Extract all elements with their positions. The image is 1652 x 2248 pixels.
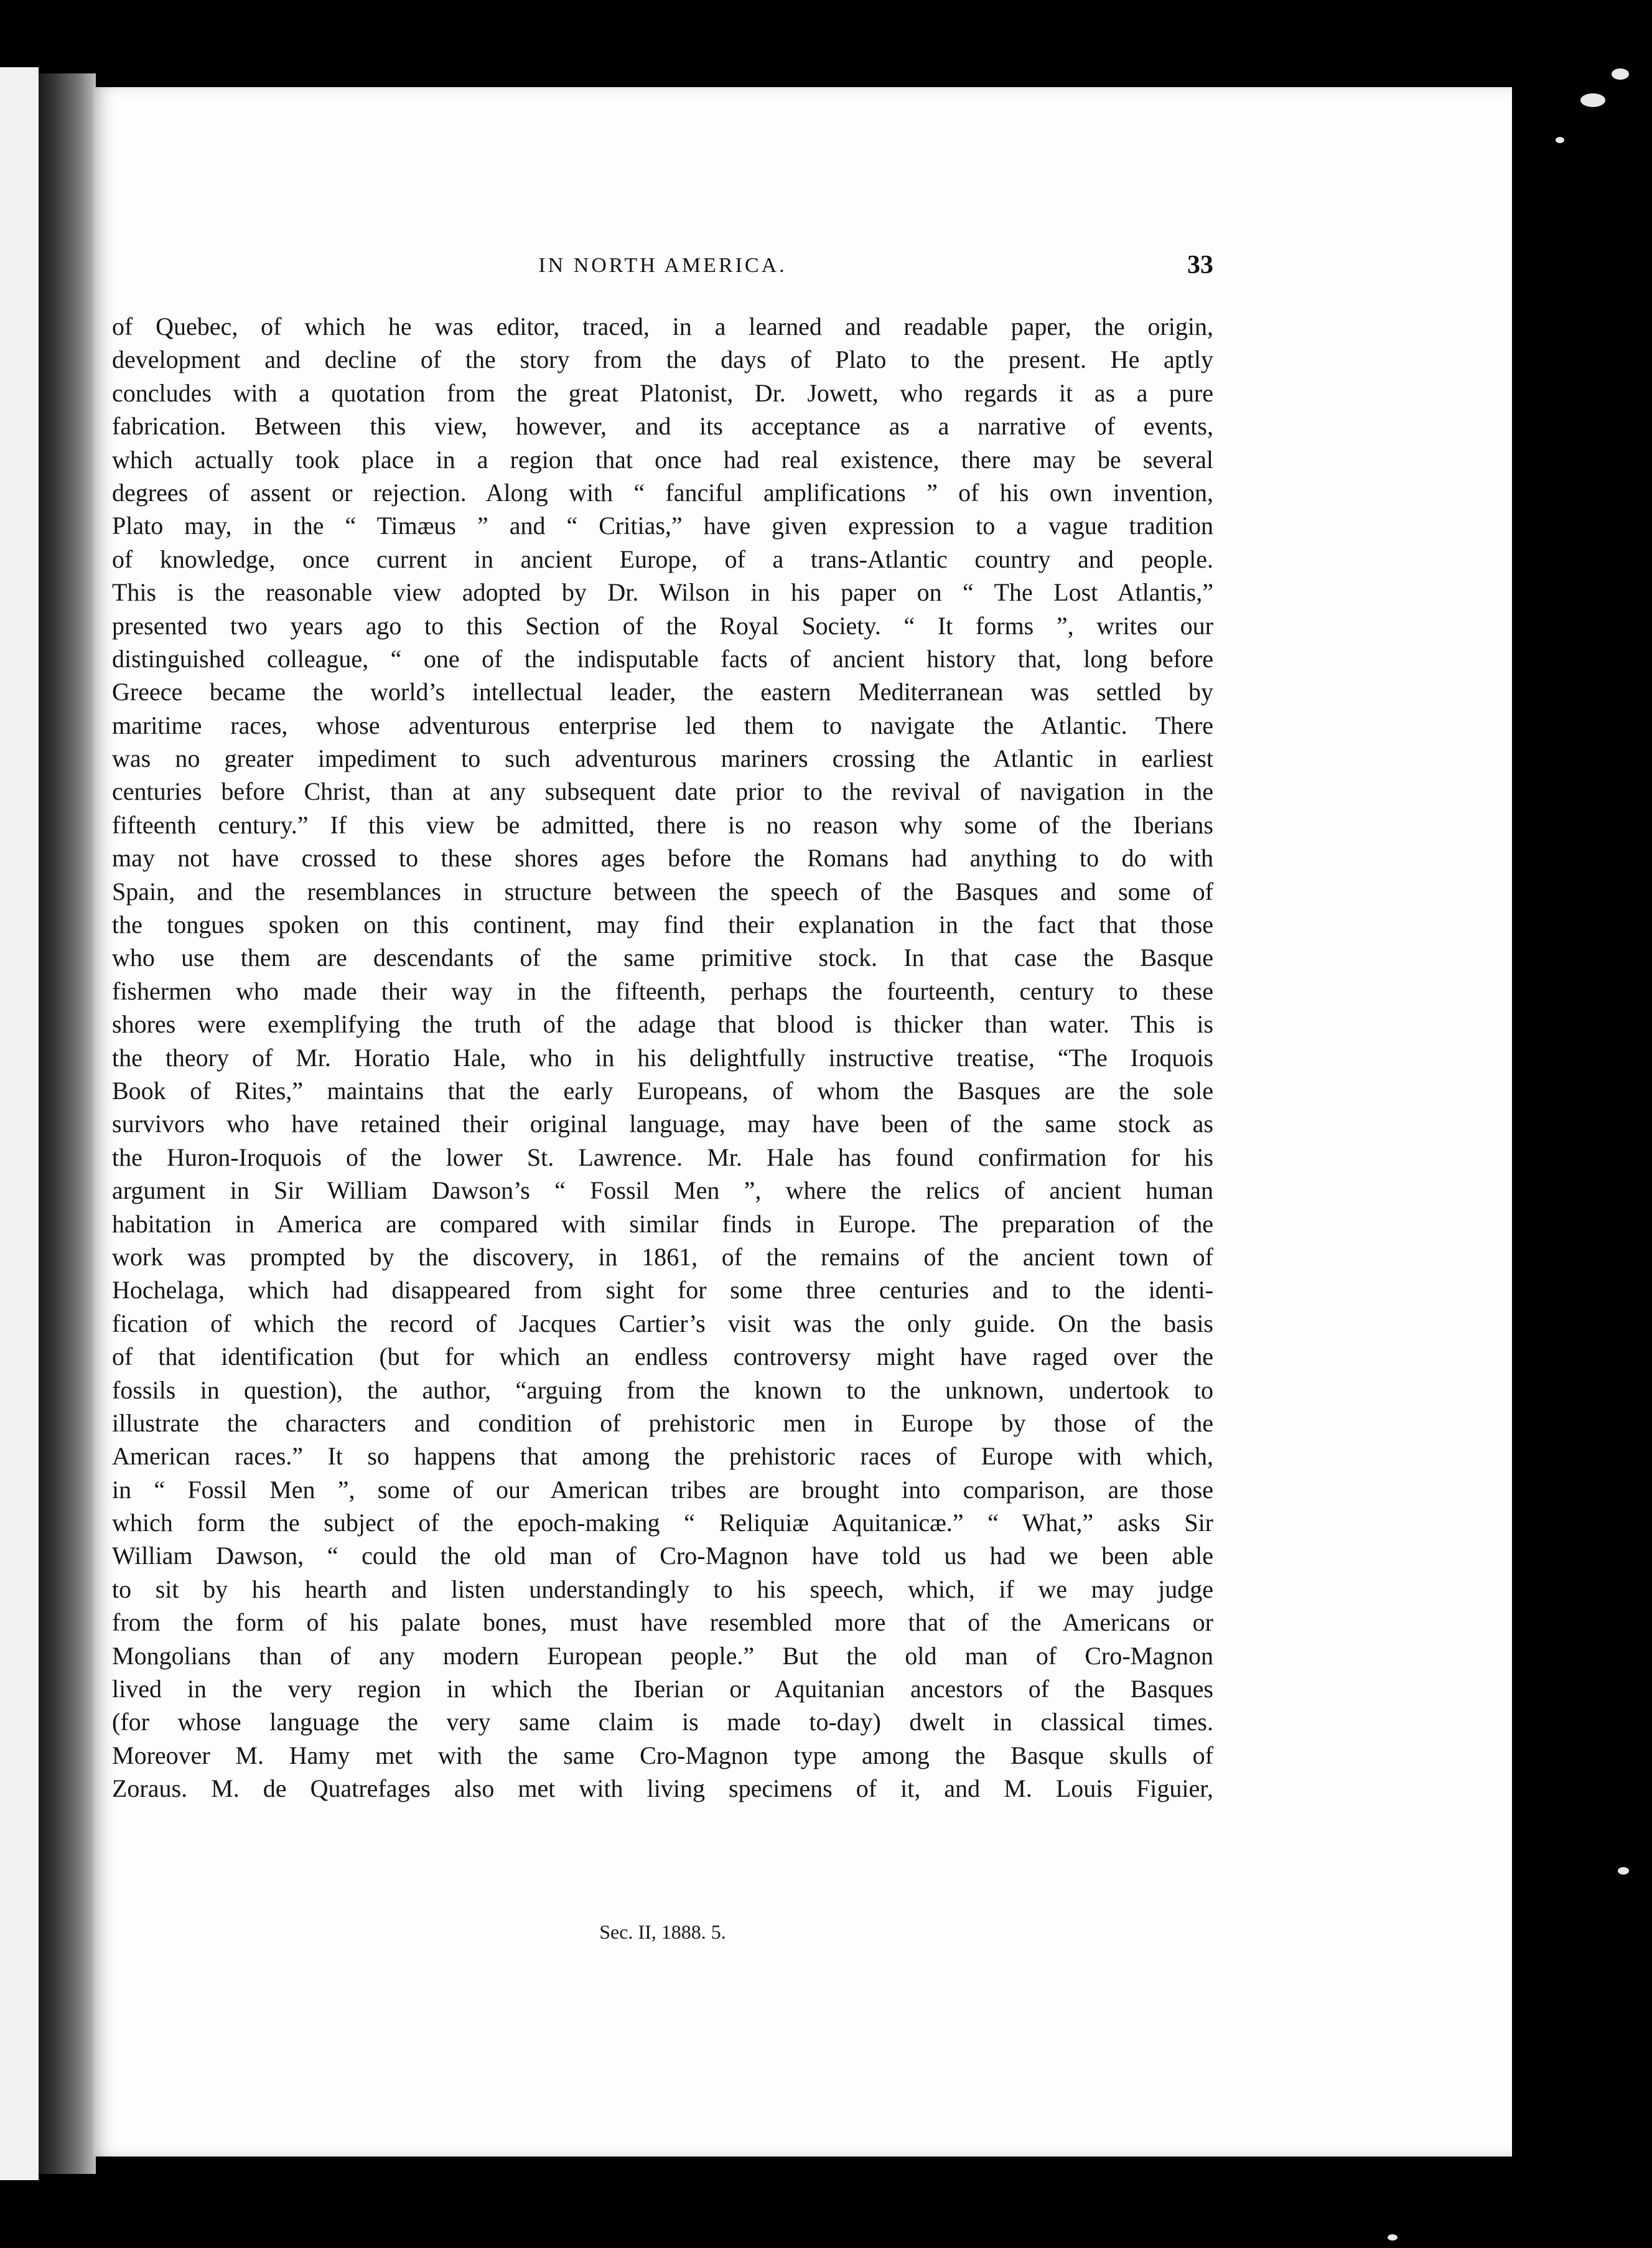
text-line: who use them are descendants of the same primitive stock. In that case the Basque [112,944,1213,972]
text-line: centuries before Christ, than at any subsequent date prior to the revival of navigation in the [112,777,1213,806]
text-line: illustrate the characters and condition of prehistoric men in Europe by those of the [112,1408,1213,1437]
text-line: fossils in question), the author, “arguing from the known to the unknown, undertook to [112,1375,1213,1404]
text-line: Moreover M. Hamy met with the same Cro-Magnon type among the Basque skulls of [112,1741,1213,1769]
text-line: development and decline of the story from the days of Plato to the present. He aptly [112,345,1213,374]
text-line: work was prompted by the discovery, in 1861, of the remains of the ancient town of [112,1242,1213,1271]
text-line: concludes with a quotation from the great Platonist, Dr. Jowett, who regards it as a pure [112,378,1213,407]
scan-speck [1612,68,1629,80]
text-line: may not have crossed to these shores ages before the Romans had anything to do with [112,844,1213,873]
text-line: distinguished colleague, “ one of the indisputable facts of ancient history that, long before [112,644,1213,673]
text-line: lived in the very region in which the Iberian or Aquitanian ancestors of the Basques [112,1675,1213,1703]
text-line: of knowledge, once current in ancient Europe, of a trans-Atlantic country and people. [112,545,1213,573]
text-line: fabrication. Between this view, however, and its acceptance as a narrative of events, [112,412,1213,441]
text-line: of that identification (but for which an endless controversy might have raged over the [112,1342,1213,1371]
text-line: argument in Sir William Dawson’s “ Fossil Men ”, where the relics of ancient human [112,1176,1213,1205]
signature-mark: Sec. II, 1888. 5. [599,1921,726,1943]
text-line: in “ Fossil Men ”, some of our American tribes are brought into comparison, are those [112,1475,1213,1504]
text-line: (for whose language the very same claim is made to-day) dwelt in classical times. [112,1708,1213,1736]
text-line: fishermen who made their way in the fifteenth, perhaps the fourteenth, century to these [112,976,1213,1005]
running-title: IN NORTH AMERICA. [538,254,787,277]
scan-speck [1618,1867,1629,1875]
text-line: Plato may, in the “ Timæus ” and “ Critias,” have given expression to a vague tradition [112,512,1213,540]
text-line: American races.” It so happens that among the prehistoric races of Europe with which, [112,1442,1213,1471]
text-line: Mongolians than of any modern European people.” But the old man of Cro-Magnon [112,1641,1213,1670]
previous-page-edge [0,67,39,2180]
text-line: fifteenth century.” If this view be admitted, there is no reason why some of the Iberians [112,810,1213,839]
text-line: which actually took place in a region that once had real existence, there may be several [112,445,1213,474]
binding-shadow [39,73,96,2174]
text-line: from the form of his palate bones, must have resembled more that of the Americans or [112,1608,1213,1637]
text-line: This is the reasonable view adopted by Dr. Wilson in his paper on “ The Lost Atlantis,” [112,578,1213,607]
text-line: to sit by his hearth and listen understandingly to his speech, which, if we may judge [112,1575,1213,1603]
text-line: was no greater impediment to such adventurous mariners crossing the Atlantic in earliest [112,744,1213,773]
page-header [112,250,1213,288]
text-line: Greece became the world’s intellectual leader, the eastern Mediterranean was settled by [112,678,1213,706]
body-text [112,310,1213,1805]
text-line: habitation in America are compared with similar finds in Europe. The preparation of the [112,1209,1213,1238]
text-line: maritime races, whose adventurous enterprise led them to navigate the Atlantic. There [112,711,1213,739]
text-line: the Huron-Iroquois of the lower St. Lawrence. Mr. Hale has found confirmation for his [112,1143,1213,1171]
text-line: Book of Rites,” maintains that the early Europeans, of whom the Basques are the sole [112,1076,1213,1105]
text-line: shores were exemplifying the truth of the adage that blood is thicker than water. This is [112,1010,1213,1039]
text-line: presented two years ago to this Section of the Royal Society. “ It forms ”, writes our [112,611,1213,640]
page-number: 33 [1187,251,1213,279]
scan-speck [1556,137,1564,143]
text-line: degrees of assent or rejection. Along with “ fanciful amplifications ” of his own invention, [112,478,1213,507]
text-line: Spain, and the resemblances in structure between the speech of the Basques and some of [112,877,1213,906]
text-line: Hochelaga, which had disappeared from sight for some three centuries and to the identi- [112,1276,1213,1304]
text-line: of Quebec, of which he was editor, traced, in a learned and readable paper, the origin, [112,312,1213,340]
scan-speck [1580,93,1605,107]
text-line: survivors who have retained their original language, may have been of the same stock as [112,1110,1213,1138]
scan-speck [1388,2234,1398,2241]
text-line: fication of which the record of Jacques Cartier’s visit was the only guide. On the basis [112,1309,1213,1337]
text-line: William Dawson, “ could the old man of Cro-Magnon have told us had we been able [112,1542,1213,1570]
text-line: Zoraus. M. de Quatrefages also met with living specimens of it, and M. Louis Figuier, [112,1774,1213,1803]
text-line: which form the subject of the epoch-making “ Reliquiæ Aquitanicæ.” “ What,” asks Sir [112,1509,1213,1537]
text-line: the tongues spoken on this continent, may find their explanation in the fact that those [112,911,1213,939]
text-line: the theory of Mr. Horatio Hale, who in his delightfully instructive treatise, “The Iroquois [112,1043,1213,1072]
